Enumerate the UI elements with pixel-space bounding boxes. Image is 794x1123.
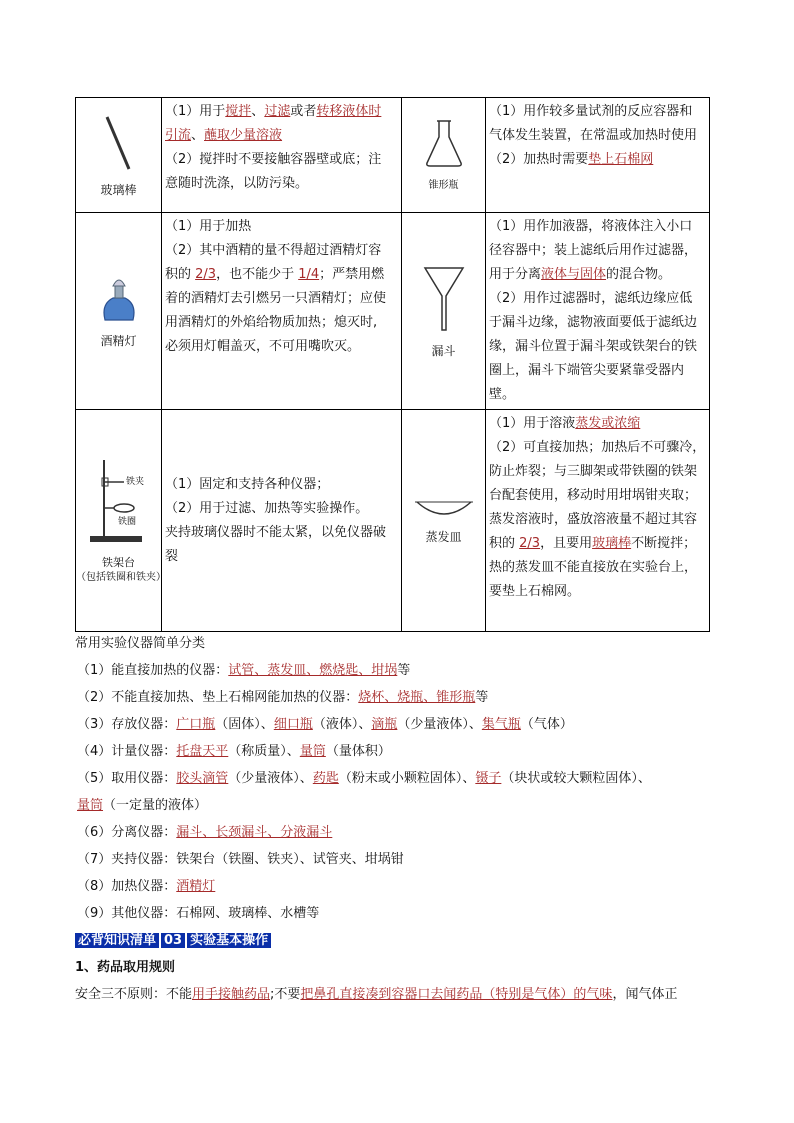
iron-stand-sublabel: （包括铁圈和铁夹）: [76, 572, 166, 583]
text-segment: （一定量的液体）: [103, 798, 208, 813]
evaporating-dish-icon: [414, 496, 474, 520]
desc-line: [489, 287, 706, 311]
classification-item: [75, 738, 715, 765]
desc-line: [165, 335, 398, 359]
text-segment: （少量液体）、: [397, 717, 482, 732]
text-segment: （2）搅拌时不要接触容器壁或底；注: [165, 152, 382, 167]
desc-line: [489, 508, 706, 532]
text-segment: （9）其他仪器：石棉网、玻璃棒、水槽等: [77, 906, 320, 921]
text-segment: 意随时洗涤，以防污染。: [165, 176, 309, 191]
underlined-term: 镊子: [475, 771, 502, 786]
underlined-term: 1/4: [298, 267, 320, 282]
classification-title: 常用实验仪器简单分类: [75, 636, 206, 651]
evaporating-dish-desc: [486, 410, 710, 632]
classification-item: [75, 792, 715, 819]
classification-item: [75, 846, 715, 873]
iron-clamp-tag: 铁夹: [125, 477, 144, 487]
desc-line: [489, 580, 706, 604]
text-segment: 缘，漏斗位置于漏斗架或铁架台的铁: [489, 339, 698, 354]
underlined-term: 试管、蒸发皿、燃烧匙、坩埚: [228, 663, 398, 678]
underlined-term: 量筒: [77, 798, 104, 813]
text-segment: 或者: [290, 104, 317, 119]
classification-item: [75, 900, 715, 927]
classification-item: [75, 873, 715, 900]
text-segment: 径容器中；装上滤纸后用作过滤器，: [489, 243, 698, 258]
alcohol-lamp-cell: [76, 213, 162, 410]
desc-line: [489, 412, 706, 436]
desc-line: [489, 148, 706, 172]
text-segment: 等: [397, 663, 411, 678]
banner-part2: 03: [161, 933, 185, 948]
text-segment: ；严禁用燃: [319, 267, 385, 282]
funnel-cell: [402, 213, 486, 410]
glass-rod-icon: [99, 113, 139, 173]
instrument-table: [75, 97, 710, 632]
underlined-term: 液体与固体: [541, 267, 607, 282]
text-segment: （5）取用仪器：: [77, 771, 177, 786]
text-segment: 裂: [165, 548, 179, 564]
conical-flask-label: 锥形瓶: [428, 179, 459, 191]
text-segment: 不断搅拌；: [631, 536, 697, 551]
desc-line: [165, 497, 398, 521]
text-segment: （4）计量仪器：: [77, 744, 177, 759]
desc-line: [165, 100, 398, 124]
text-segment: ，也不能少于: [216, 267, 299, 282]
underlined-term: 转移液体时: [316, 104, 382, 119]
classification-section: [75, 630, 715, 1008]
desc-line: [489, 556, 706, 580]
text-segment: 用于分离: [489, 267, 542, 282]
text-segment: 安全三不原则：不能: [75, 987, 193, 1002]
underlined-term: 用手接触药品: [192, 987, 271, 1002]
section-heading: 1、药品取用规则: [75, 960, 176, 975]
text-segment: （2）加热时需要: [489, 152, 589, 167]
text-segment: （量体积）: [325, 744, 391, 759]
iron-stand-desc: [162, 410, 402, 632]
text-segment: （2）不能直接加热、垫上石棉网能加热的仪器：: [77, 690, 359, 705]
classification-item: [75, 711, 715, 738]
iron-stand-label: 铁架台: [102, 556, 135, 569]
conical-flask-desc: [486, 98, 710, 213]
text-segment: （1）用作加液器，将液体注入小口: [489, 219, 693, 234]
desc-line: [165, 239, 398, 263]
evaporating-dish-label: 蒸发皿: [425, 530, 462, 544]
desc-line: [165, 215, 398, 239]
text-segment: （2）用于过滤、加热等实验操作。: [165, 500, 369, 516]
text-segment: 的混合物。: [606, 267, 672, 282]
desc-line: [165, 124, 398, 148]
iron-stand-icon: [84, 456, 154, 546]
text-segment: （固体）、: [215, 717, 274, 732]
text-segment: 、: [191, 128, 205, 143]
text-segment: （块状或较大颗粒固体）、: [501, 771, 651, 786]
text-segment: （粉末或小颗粒固体）、: [338, 771, 476, 786]
underlined-term: 托盘天平: [176, 744, 229, 759]
desc-line: [165, 148, 398, 172]
desc-line: [165, 287, 398, 311]
text-segment: （2）可直接加热；加热后不可骤冷，: [489, 440, 706, 455]
text-segment: 圈上，漏斗下端管尖要紧靠受器内壁。: [489, 363, 685, 402]
underlined-term: 药匙: [312, 771, 339, 786]
desc-line: [165, 545, 398, 569]
funnel-icon: [422, 264, 466, 334]
text-segment: （2）其中酒精的量不得超过酒精灯容: [165, 243, 382, 258]
classification-item: [75, 819, 715, 846]
underlined-term: 蒸发或浓缩: [575, 416, 641, 431]
underlined-term: 滴瓶: [371, 717, 398, 732]
alcohol-lamp-desc: [162, 213, 402, 410]
text-segment: 防止炸裂；与三脚架或带铁圈的铁架: [489, 464, 698, 479]
iron-ring-tag: 铁圈: [117, 517, 136, 527]
glass-rod-label: 玻璃棒: [100, 182, 137, 197]
underlined-term: 集气瓶: [481, 717, 521, 732]
text-segment: （液体）、: [312, 717, 372, 732]
text-segment: 蒸发溶液时，盛放溶液量不超过其容: [489, 512, 698, 527]
underlined-term: 2/3: [195, 267, 217, 282]
funnel-label: 漏斗: [431, 343, 456, 358]
conical-flask-icon: [422, 117, 466, 169]
desc-line: [165, 311, 398, 335]
text-segment: （1）用于: [165, 104, 226, 119]
underlined-term: 搅拌: [225, 104, 252, 119]
text-segment: ，闻气体正: [612, 987, 678, 1002]
desc-line: [489, 335, 706, 359]
desc-line: [489, 100, 706, 124]
text-segment: （2）用作过滤器时，滤纸边缘应低: [489, 291, 693, 306]
text-segment: （1）用于溶液: [489, 416, 576, 431]
conical-flask-cell: [402, 98, 486, 213]
section-banner: [75, 932, 271, 950]
text-segment: 气体发生装置，在常温或加热时使用: [489, 128, 698, 143]
desc-line: [489, 484, 706, 508]
classification-item: [75, 657, 715, 684]
text-segment: 热的蒸发皿不能直接放在实验台上，: [489, 560, 698, 575]
underlined-term: 垫上石棉网: [588, 152, 654, 167]
text-segment: ;不要: [270, 987, 301, 1002]
desc-line: [489, 436, 706, 460]
text-segment: （少量液体）、: [228, 771, 313, 786]
underlined-term: 烧杯、烧瓶、锥形瓶: [358, 690, 476, 705]
desc-line: [489, 532, 706, 556]
glass-rod-cell: [76, 98, 162, 213]
underlined-term: 2/3: [519, 536, 541, 551]
classification-list: [75, 657, 715, 927]
desc-line: [489, 359, 706, 407]
desc-line: [165, 521, 398, 545]
text-segment: （气体）: [520, 717, 573, 732]
text-segment: 等: [475, 690, 489, 705]
alcohol-lamp-icon: [97, 274, 141, 324]
banner-part3: 实验基本操作: [187, 933, 271, 948]
text-segment: （1）用作较多量试剂的反应容器和: [489, 104, 693, 119]
text-segment: 台配套使用，移动时用坩埚钳夹取；: [489, 488, 698, 503]
text-segment: 必须用灯帽盖灭，不可用嘴吹灭。: [165, 339, 361, 354]
underlined-term: 漏斗、长颈漏斗、分液漏斗: [176, 825, 333, 840]
text-segment: 积的: [489, 536, 520, 551]
desc-line: [489, 460, 706, 484]
desc-line: [165, 473, 398, 497]
banner-part1: 必背知识清单: [75, 933, 159, 948]
text-segment: 于漏斗边缘，滤物液面要低于滤纸边: [489, 315, 698, 330]
text-segment: 夹持玻璃仪器时不能太紧，以免仪器破: [165, 524, 387, 540]
desc-line: [489, 263, 706, 287]
underlined-term: 酒精灯: [176, 879, 216, 894]
underlined-term: 胶头滴管: [176, 771, 229, 786]
desc-line: [165, 172, 398, 196]
text-segment: （6）分离仪器：: [77, 825, 177, 840]
text-segment: 积的: [165, 267, 196, 282]
text-segment: 着的酒精灯去引燃另一只酒精灯；应使: [165, 291, 387, 306]
text-segment: （1）能直接加热的仪器：: [77, 663, 229, 678]
underlined-term: 广口瓶: [176, 717, 216, 732]
desc-line: [165, 263, 398, 287]
underlined-term: 把鼻孔直接凑到容器口去闻药品（特别是气体）的气味: [300, 987, 613, 1002]
text-segment: 、: [251, 104, 265, 119]
underlined-term: 蘸取少量溶液: [204, 128, 283, 143]
text-segment: （3）存放仪器：: [77, 717, 177, 732]
text-segment: （7）夹持仪器：铁架台（铁圈、铁夹）、试管夹、坩埚钳: [77, 852, 404, 867]
text-segment: 要垫上石棉网。: [489, 584, 581, 599]
underlined-term: 引流: [165, 128, 192, 143]
desc-line: [489, 124, 706, 148]
text-segment: （1）用于加热: [165, 219, 252, 234]
iron-stand-cell: [76, 410, 166, 632]
glass-rod-desc: [162, 98, 402, 213]
underlined-term: 过滤: [264, 104, 291, 119]
desc-line: [489, 215, 706, 239]
text-segment: （8）加热仪器：: [77, 879, 177, 894]
classification-item: [75, 765, 715, 792]
section-line: [75, 981, 715, 1008]
alcohol-lamp-label: 酒精灯: [100, 333, 137, 348]
underlined-term: 量筒: [299, 744, 326, 759]
text-segment: 用酒精灯的外焰给物质加热；熄灭时,: [165, 315, 378, 330]
desc-line: [489, 239, 706, 263]
text-segment: （1）固定和支持各种仪器；: [165, 476, 330, 492]
funnel-desc: [486, 213, 710, 410]
underlined-term: 细口瓶: [273, 717, 313, 732]
underlined-term: 玻璃棒: [592, 536, 632, 551]
evaporating-dish-cell: [402, 410, 486, 632]
text-segment: ，且要用: [540, 536, 593, 551]
text-segment: （称质量）、: [228, 744, 300, 759]
classification-item: [75, 684, 715, 711]
desc-line: [489, 311, 706, 335]
